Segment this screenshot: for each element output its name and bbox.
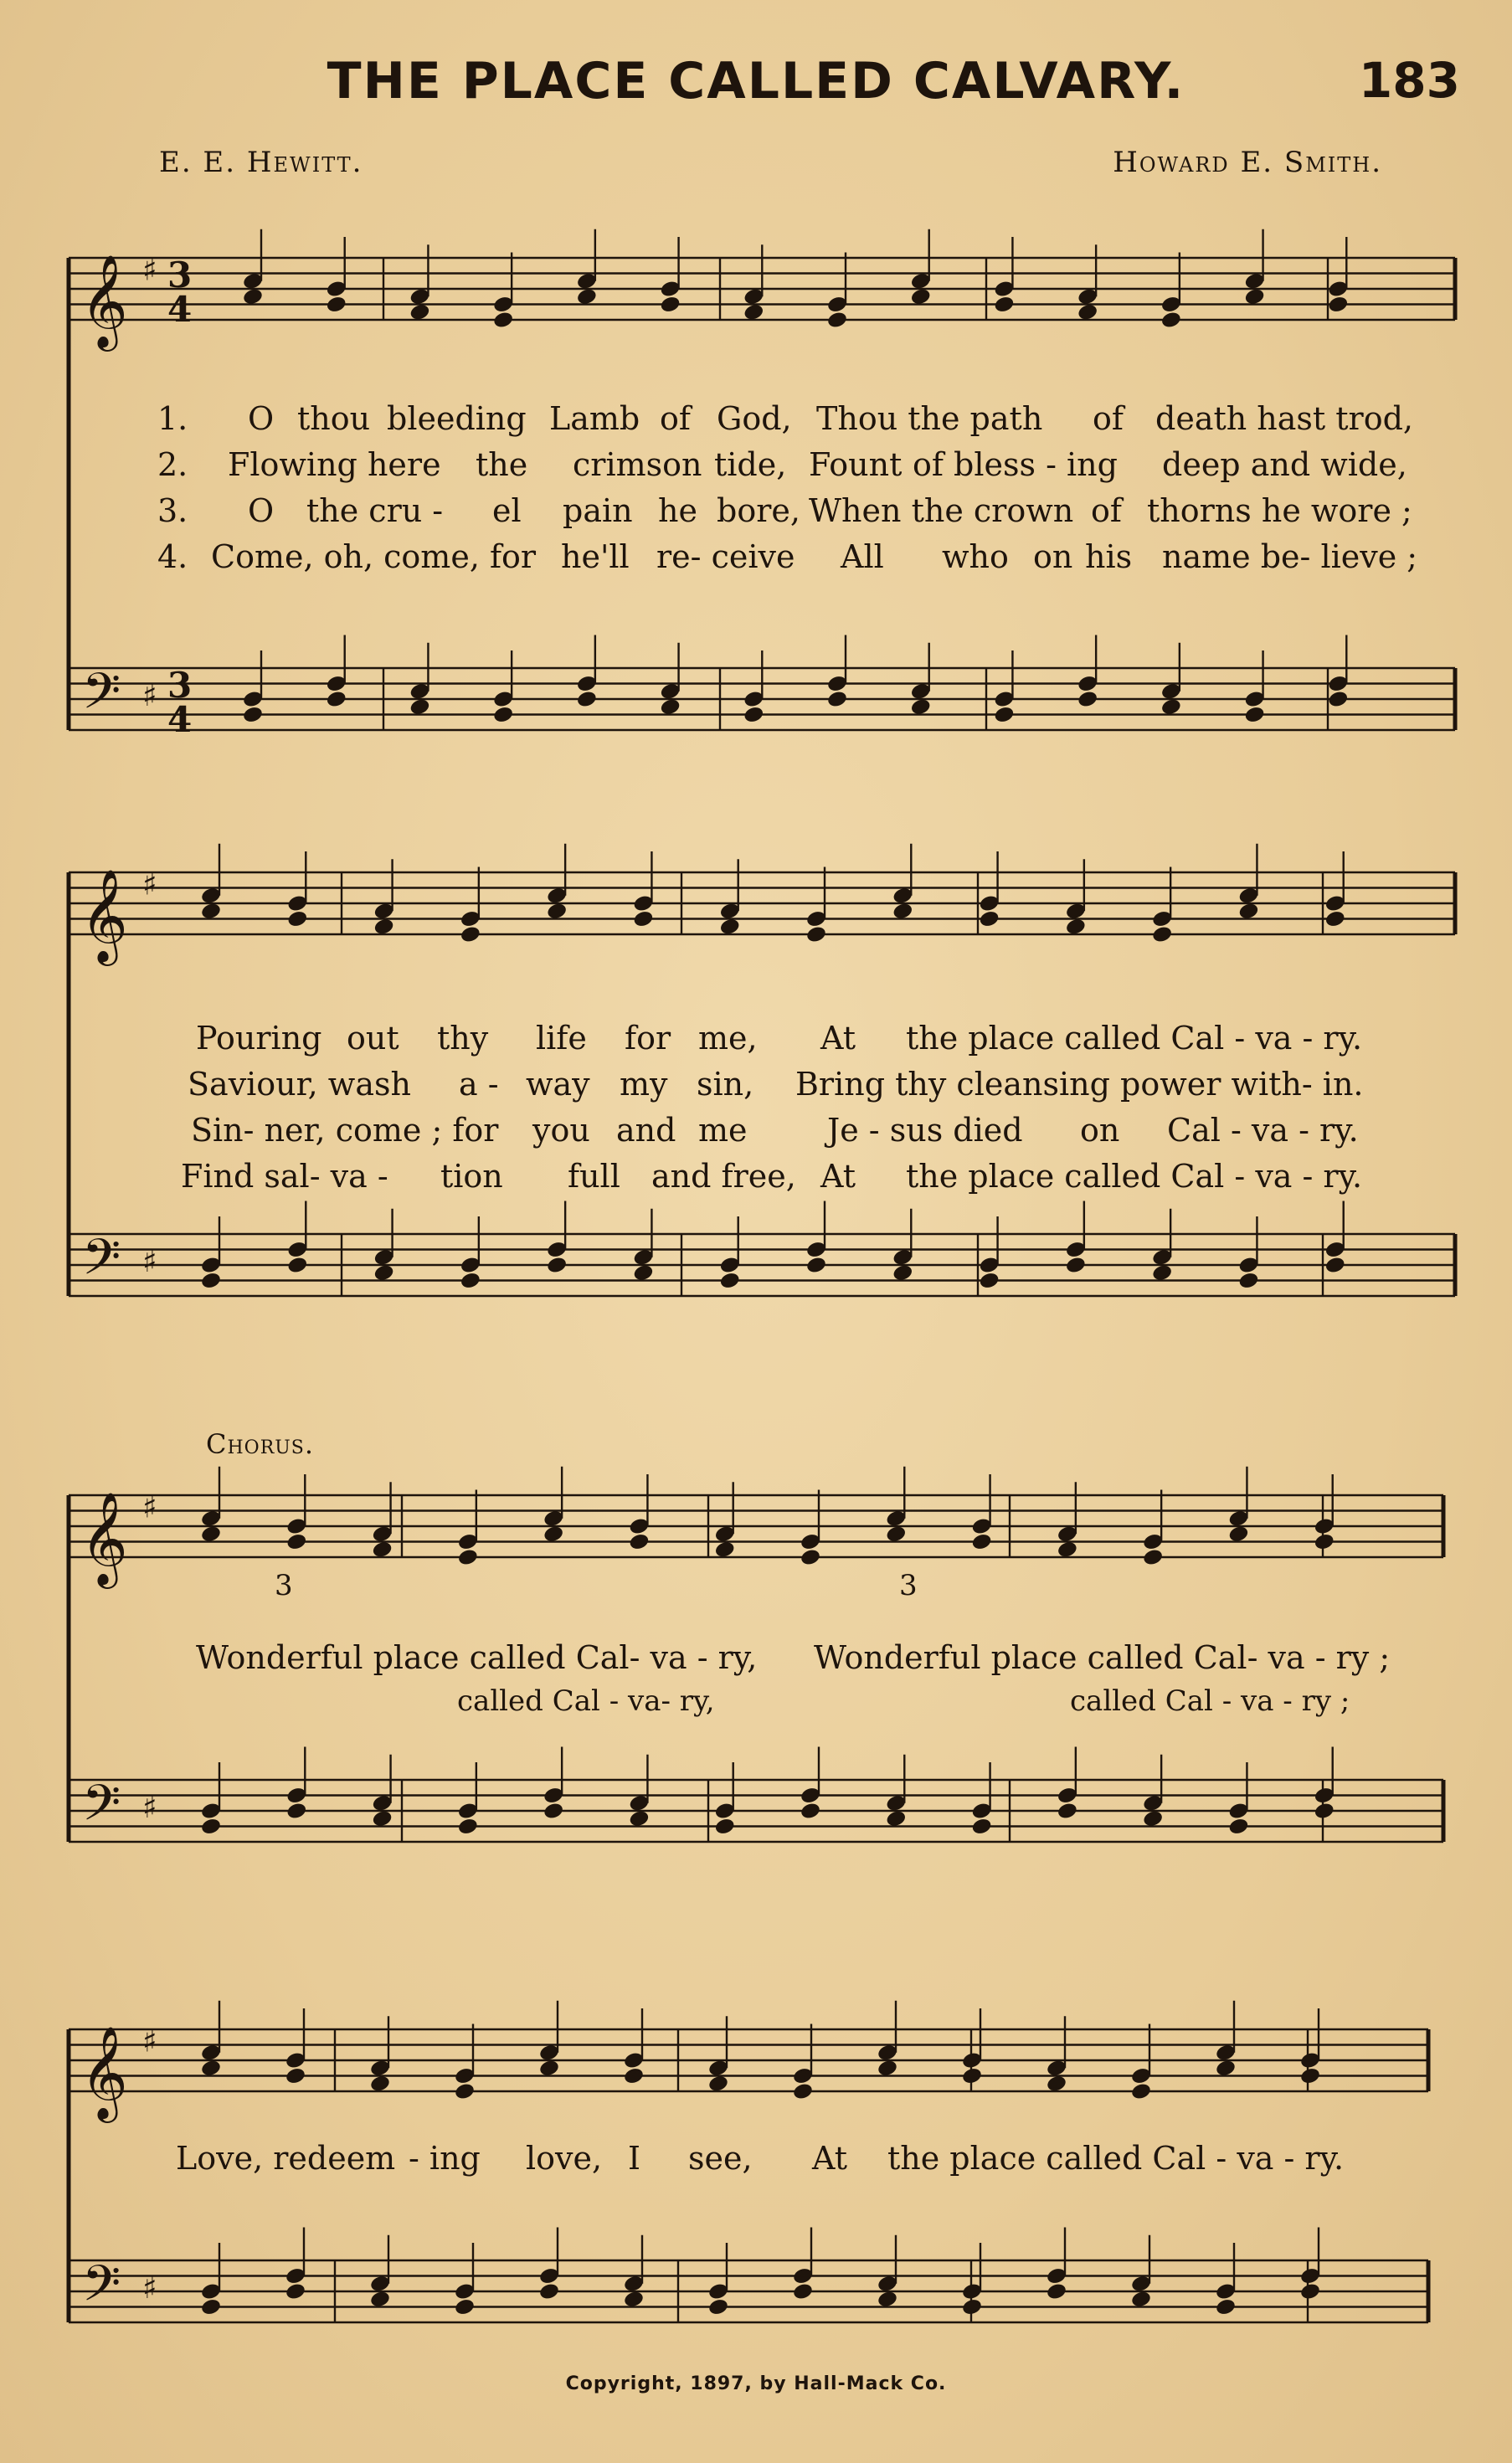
note-head: [492, 705, 514, 724]
note-head: [1057, 1802, 1078, 1821]
note-head: [1324, 909, 1346, 928]
note-head: [538, 2282, 560, 2301]
note-head: [743, 705, 764, 724]
note-head: [1215, 2297, 1237, 2316]
note-head: [409, 697, 430, 717]
note-head: [1142, 1548, 1164, 1567]
bass-clef-icon: 𝄢: [82, 661, 121, 733]
note-head: [885, 1809, 907, 1828]
note-head: [200, 902, 222, 921]
note-head: [546, 1256, 568, 1275]
note-head: [454, 2082, 476, 2101]
note-head: [200, 1817, 222, 1836]
note-head: [1057, 1540, 1078, 1559]
note-head: [492, 311, 514, 330]
verse-3-line-1: 3. O the cru - el pain he bore, When the crown of thorns he wore ;: [157, 492, 1412, 529]
note-head: [1314, 1532, 1335, 1551]
note-head: [546, 902, 568, 921]
note-head: [369, 2290, 391, 2309]
note-head: [543, 1802, 564, 1821]
note-head: [1237, 1271, 1259, 1290]
note-head: [1065, 1256, 1087, 1275]
hymn-title: THE PLACE CALLED CALVARY.: [327, 52, 1185, 111]
composer-credit: Howard E. Smith.: [1113, 146, 1382, 179]
note-head: [371, 1540, 393, 1559]
note-head: [373, 1263, 394, 1283]
note-head: [200, 2059, 222, 2078]
verse-1-line-2: Pouring out thy life for me, At the place called Cal - va - ry.: [196, 1020, 1363, 1057]
note-head: [826, 690, 848, 709]
note-head: [576, 690, 598, 709]
note-head: [970, 1532, 992, 1551]
verse-2-line-2: Saviour, wash a - way my sin, Bring thy cleansing power with- in.: [188, 1066, 1364, 1103]
verse-1-line-1: 1. O thou bleeding Lamb of God, Thou the path of death hast trod,: [157, 400, 1413, 437]
sharp-icon: ♯: [142, 867, 157, 902]
note-head: [326, 690, 347, 709]
note-head: [892, 902, 913, 921]
note-head: [409, 302, 430, 321]
note-head: [285, 1802, 307, 1821]
treble-clef-icon: 𝄞: [80, 2025, 128, 2119]
treble-clef-icon: 𝄞: [80, 1491, 128, 1585]
sharp-icon: ♯: [142, 2271, 157, 2306]
note-head: [457, 1548, 479, 1567]
chorus-label: Chorus.: [206, 1428, 315, 1460]
note-head: [460, 925, 481, 944]
chorus-echo-b: called Cal - va - ry ;: [1070, 1684, 1350, 1718]
note-head: [659, 697, 681, 717]
note-head: [623, 2290, 645, 2309]
note-head: [1160, 697, 1182, 717]
chorus-line-1b: Wonderful place called Cal- va - ry ;: [814, 1639, 1391, 1676]
sharp-icon: ♯: [142, 1490, 157, 1525]
note-head: [892, 1263, 913, 1283]
note-head: [978, 1271, 1000, 1290]
sharp-icon: ♯: [142, 2024, 157, 2059]
note-head: [978, 909, 1000, 928]
chorus-line-1a: Wonderful place called Cal- va - ry,: [196, 1639, 758, 1676]
note-head: [1327, 690, 1349, 709]
note-head: [1077, 690, 1098, 709]
note-head: [993, 705, 1015, 724]
note-head: [200, 1525, 222, 1544]
note-head: [1160, 311, 1182, 330]
note-head: [576, 287, 598, 306]
time-signature-top: 3: [167, 255, 193, 296]
note-head: [543, 1525, 564, 1544]
note-head: [454, 2297, 476, 2316]
note-head: [707, 2074, 729, 2093]
note-head: [910, 697, 932, 717]
note-head: [800, 1802, 821, 1821]
note-head: [373, 917, 394, 936]
verse-4-line-2: Find sal- va - tion full and free, At the place called Cal - va - ry.: [181, 1158, 1363, 1195]
copyright-notice: Copyright, 1897, by Hall-Mack Co.: [565, 2373, 947, 2394]
note-head: [805, 1256, 827, 1275]
verse-3-line-2: Sin- ner, come ; for you and me Je - sus died on Cal - va - ry.: [191, 1112, 1359, 1149]
verse-2-line-1: 2. Flowing here the crimson tide, Fount of bless - ing deep and wide,: [157, 446, 1407, 483]
note-head: [538, 2059, 560, 2078]
note-head: [805, 925, 827, 944]
triplet-mark: 3: [899, 1569, 918, 1602]
time-signature-bottom: 4: [167, 699, 193, 740]
verse-4-line-1: 4. Come, oh, come, for he'll re- ceive All who on his name be- lieve ;: [157, 538, 1418, 575]
note-head: [1314, 1802, 1335, 1821]
sharp-icon: ♯: [142, 679, 157, 714]
note-head: [285, 2066, 306, 2085]
note-head: [743, 302, 764, 321]
time-signature-top: 3: [167, 665, 193, 706]
treble-clef-icon: 𝄞: [80, 254, 128, 347]
note-head: [659, 295, 681, 314]
sharp-icon: ♯: [142, 253, 157, 288]
note-head: [1227, 1525, 1249, 1544]
note-head: [1324, 1256, 1346, 1275]
note-head: [1327, 295, 1349, 314]
note-head: [285, 2282, 306, 2301]
note-head: [877, 2059, 898, 2078]
note-head: [714, 1817, 736, 1836]
note-head: [623, 2066, 645, 2085]
note-head: [800, 1548, 821, 1567]
note-head: [285, 1532, 307, 1551]
note-head: [719, 917, 741, 936]
note-head: [1046, 2074, 1067, 2093]
bass-clef-icon: 𝄢: [82, 1773, 121, 1844]
note-head: [707, 2297, 729, 2316]
page-number: 183: [1358, 52, 1460, 109]
note-head: [885, 1525, 907, 1544]
note-head: [792, 2282, 814, 2301]
note-head: [369, 2074, 391, 2093]
note-head: [1299, 2282, 1321, 2301]
note-head: [457, 1817, 479, 1836]
note-head: [970, 1817, 992, 1836]
note-head: [1130, 2082, 1152, 2101]
note-head: [628, 1809, 650, 1828]
note-head: [1130, 2290, 1152, 2309]
note-head: [826, 311, 848, 330]
chorus-line-2: Love, redeem - ing love, I see, At the place called Cal - va - ry.: [176, 2140, 1345, 2177]
note-head: [1243, 705, 1265, 724]
note-head: [460, 1271, 481, 1290]
note-head: [632, 909, 654, 928]
triplet-mark: 3: [275, 1569, 293, 1602]
bass-clef-icon: 𝄢: [82, 2254, 121, 2325]
note-head: [961, 2066, 983, 2085]
bass-clef-icon: 𝄢: [82, 1227, 121, 1298]
note-head: [1077, 302, 1098, 321]
note-head: [714, 1540, 736, 1559]
note-head: [286, 909, 308, 928]
note-head: [1237, 902, 1259, 921]
chorus-echo-a: called Cal - va- ry,: [457, 1684, 715, 1718]
note-head: [242, 705, 264, 724]
note-head: [1046, 2282, 1067, 2301]
sharp-icon: ♯: [142, 1245, 157, 1280]
lyricist-credit: E. E. Hewitt.: [159, 146, 363, 179]
sharp-icon: ♯: [142, 1791, 157, 1826]
note-head: [200, 2297, 222, 2316]
note-head: [877, 2290, 898, 2309]
note-head: [719, 1271, 741, 1290]
time-signature-bottom: 4: [167, 289, 193, 330]
note-head: [961, 2297, 983, 2316]
note-head: [1243, 287, 1265, 306]
note-head: [371, 1809, 393, 1828]
note-head: [1065, 917, 1087, 936]
note-head: [1151, 1263, 1173, 1283]
note-head: [1151, 925, 1173, 944]
note-head: [993, 295, 1015, 314]
note-head: [200, 1271, 222, 1290]
treble-clef-icon: 𝄞: [80, 868, 128, 962]
note-head: [242, 287, 264, 306]
note-head: [792, 2082, 814, 2101]
note-head: [1215, 2059, 1237, 2078]
note-head: [632, 1263, 654, 1283]
note-head: [910, 287, 932, 306]
note-head: [286, 1256, 308, 1275]
note-head: [326, 295, 347, 314]
note-head: [1299, 2066, 1321, 2085]
note-head: [628, 1532, 650, 1551]
note-head: [1227, 1817, 1249, 1836]
note-head: [1142, 1809, 1164, 1828]
